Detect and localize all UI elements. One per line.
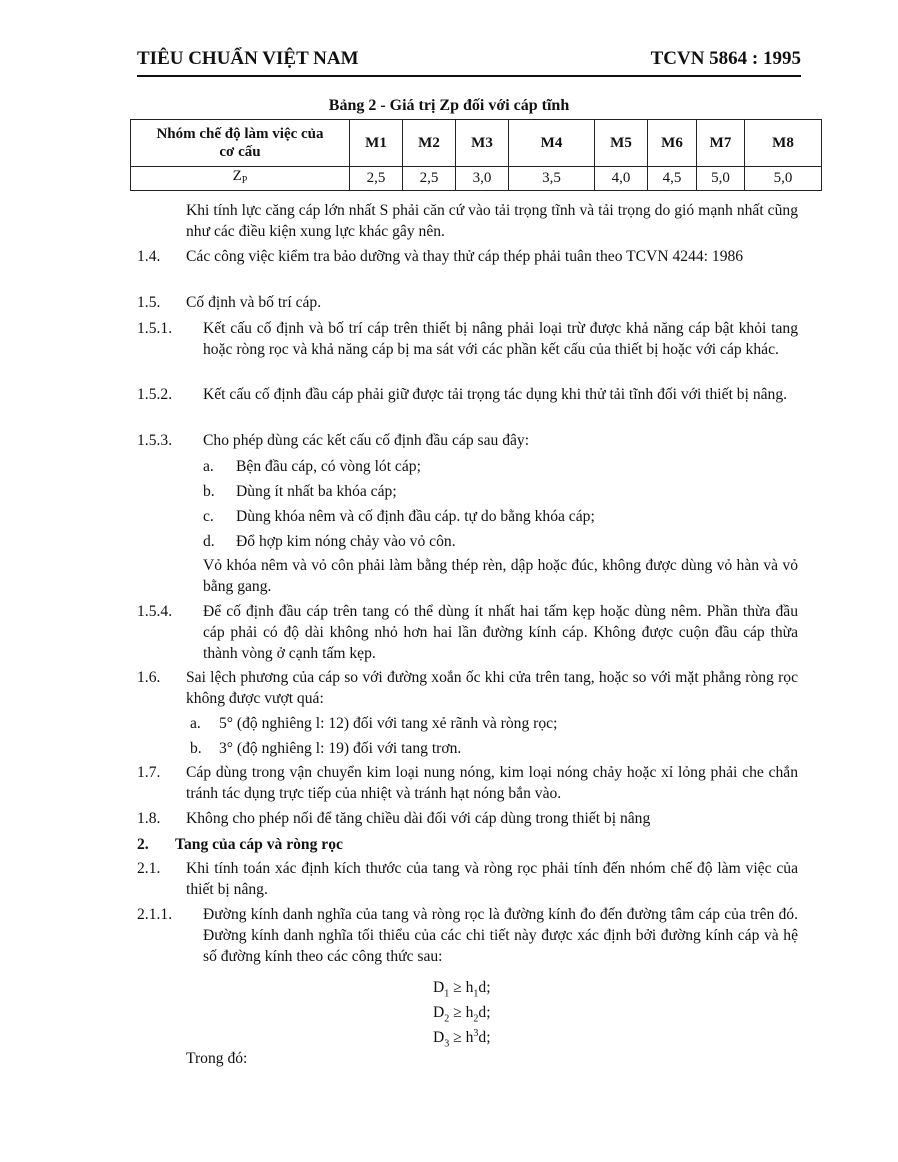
formula-lhs: D [433,979,445,997]
section-text: Kết cấu cố định đầu cáp phải giữ được tải trọng tác dụng khi thử tải tĩnh đối với thiết bị nâng. [203,386,788,403]
col-header: M2 [403,120,456,167]
section-text: Đường kính danh nghĩa của tang và ròng rọc là đường kính đo đến đường tâm cáp của trên đó. Đường kính danh nghĩa tối thiểu của các chi tiết này được xác định bởi đường kính cáp và hệ số đường kính theo các công thức sau: [203,906,798,965]
col-header: M3 [456,120,509,167]
list-letter: a. [203,458,214,475]
section-text: Sai lệch phương của cáp so với đường xoắn ốc khi cửa trên tang, hoặc so với mặt phẳng ròng rọc không được vượt quá: [186,669,798,707]
section-text: Các công việc kiểm tra bảo dưỡng và thay thử cáp thép phải tuân theo TCVN 4244: 1986 [186,248,744,265]
table-cell: 5,0 [745,167,822,191]
table-cell: 2,5 [350,167,403,191]
section-number: 2. [137,836,149,853]
formula-tail: d; [478,1029,491,1047]
section-text: Cáp dùng trong vận chuyển kim loại nung nóng, kim loại nóng chảy hoặc xỉ lỏng phải che chắn tránh tác dụng trực tiếp của nhiệt và tránh hạt nóng bắn vào. [186,764,798,802]
list-letter: b. [203,483,215,500]
list-item: Bện đầu cáp, có vòng lót cáp; [236,458,421,475]
group-label-line1: Nhóm chế độ làm việc của [156,126,324,142]
table-cell: 4,5 [648,167,697,191]
list-letter: c. [203,508,214,525]
intro-paragraph: Khi tính lực căng cáp lớn nhất S phải căn cứ vào tải trọng tĩnh và tải trọng do gió mạnh nhất cũng như các điều kiện xung lực khác gây nên. [186,202,798,240]
section-number: 1.6. [137,669,161,686]
col-header: M7 [697,120,745,167]
section-number: 1.4. [137,248,161,265]
section-text: Không cho phép nối để tăng chiều dài đối với cáp dùng trong thiết bị nâng [186,810,651,827]
section-text: Khi tính toán xác định kích thước của tang và ròng rọc phải tính đến nhóm chế độ làm việc của thiết bị nâng. [186,860,798,898]
formula-tail: d; [478,1004,491,1022]
section-number: 1.5.2. [137,386,173,403]
list-letter: b. [190,740,202,757]
table-row [131,167,822,191]
group-label-line2: cơ cấu [219,144,261,160]
formula-lhs-sub: 2 [444,1013,450,1025]
page-header [137,46,801,76]
formula-lhs: D [433,1029,445,1047]
section-heading: Tang của cáp và ròng rọc [175,836,343,853]
section-number: 1.5.1. [137,320,173,337]
table-cell: 3,5 [509,167,595,191]
formula-op: ≥ h [449,1029,474,1047]
trong-do-label: Trong đó: [186,1050,248,1067]
table-cell: 2,5 [403,167,456,191]
section-text: Kết cấu cố định và bố trí cáp trên thiết bị nâng phải loại trừ được khả năng cáp bật khỏi tang hoặc ròng rọc và khả năng cáp bị ma sát với các phần kết cấu của thiết bị hoặc với cáp khác. [203,320,798,358]
standard-number: TCVN 5864 : 1995 [650,48,801,69]
section-text: Cho phép dùng các kết cấu cố định đầu cáp sau đây: [203,432,530,449]
col-header: M4 [509,120,595,167]
section-text: Để cố định đầu cáp trên tang có thể dùng ít nhất hai tấm kẹp hoặc dùng nêm. Phần thừa đầu cáp phải có độ dài không nhỏ hơn hai lần đường kính cáp. Không được cuộn đầu cáp thừa thành vòng ở cạnh tấm kẹp. [203,603,798,662]
table-header-row [131,120,822,167]
list-letter: a. [190,715,201,732]
formula-h-sub: 2 [473,1013,479,1025]
row-label-cell [131,167,350,191]
col-header: M5 [595,120,648,167]
row-label: Z [232,168,242,184]
list-item: 5° (độ nghiêng l: 12) đối với tang xẻ rãnh và ròng rọc; [219,715,558,732]
list-item: 3° (độ nghiêng l: 19) đối với tang trơn. [219,740,462,757]
formula-op: ≥ h [449,979,474,997]
col-header: M6 [648,120,697,167]
section-number: 1.7. [137,764,161,781]
section-number: 2.1. [137,860,161,877]
formula-lhs-sub: 1 [444,988,450,1000]
note-paragraph: Vỏ khóa nêm và vỏ côn phải làm bằng thép rèn, dập hoặc đúc, không được dùng vỏ hàn và vỏ bằng gang. [203,557,798,595]
group-label-cell [131,120,350,167]
formula-h-sup: 3 [473,1028,479,1039]
section-number: 1.8. [137,810,161,827]
formula-op: ≥ h [449,1004,474,1022]
formula-lhs: D [433,1004,445,1022]
col-header: M1 [350,120,403,167]
section-number: 2.1.1. [137,906,173,923]
section-number: 1.5.3. [137,432,173,449]
zp-table [130,119,822,191]
col-header: M8 [745,120,822,167]
table-title: Bảng 2 - Giá trị Zp đối với cáp tĩnh [328,97,570,114]
list-item: Đổ hợp kim nóng chảy vào vỏ côn. [236,533,456,550]
list-item: Dùng ít nhất ba khóa cáp; [236,483,397,500]
section-number: 1.5. [137,294,161,311]
section-text: Cố định và bố trí cáp. [186,294,322,311]
header-rule [137,75,801,77]
formula-tail: d; [478,979,491,997]
section-number: 1.5.4. [137,603,173,620]
list-letter: d. [203,533,215,550]
table-cell: 3,0 [456,167,509,191]
formula-lhs-sub: 3 [444,1038,450,1050]
list-item: Dùng khóa nêm và cố định đầu cáp. tự do bằng khóa cáp; [236,508,595,525]
table-cell: 5,0 [697,167,745,191]
standard-title: TIÊU CHUẨN VIỆT NAM [137,48,359,69]
formula-h-sub: 1 [473,988,479,1000]
row-label-sub: P [241,175,248,186]
table-cell: 4,0 [595,167,648,191]
